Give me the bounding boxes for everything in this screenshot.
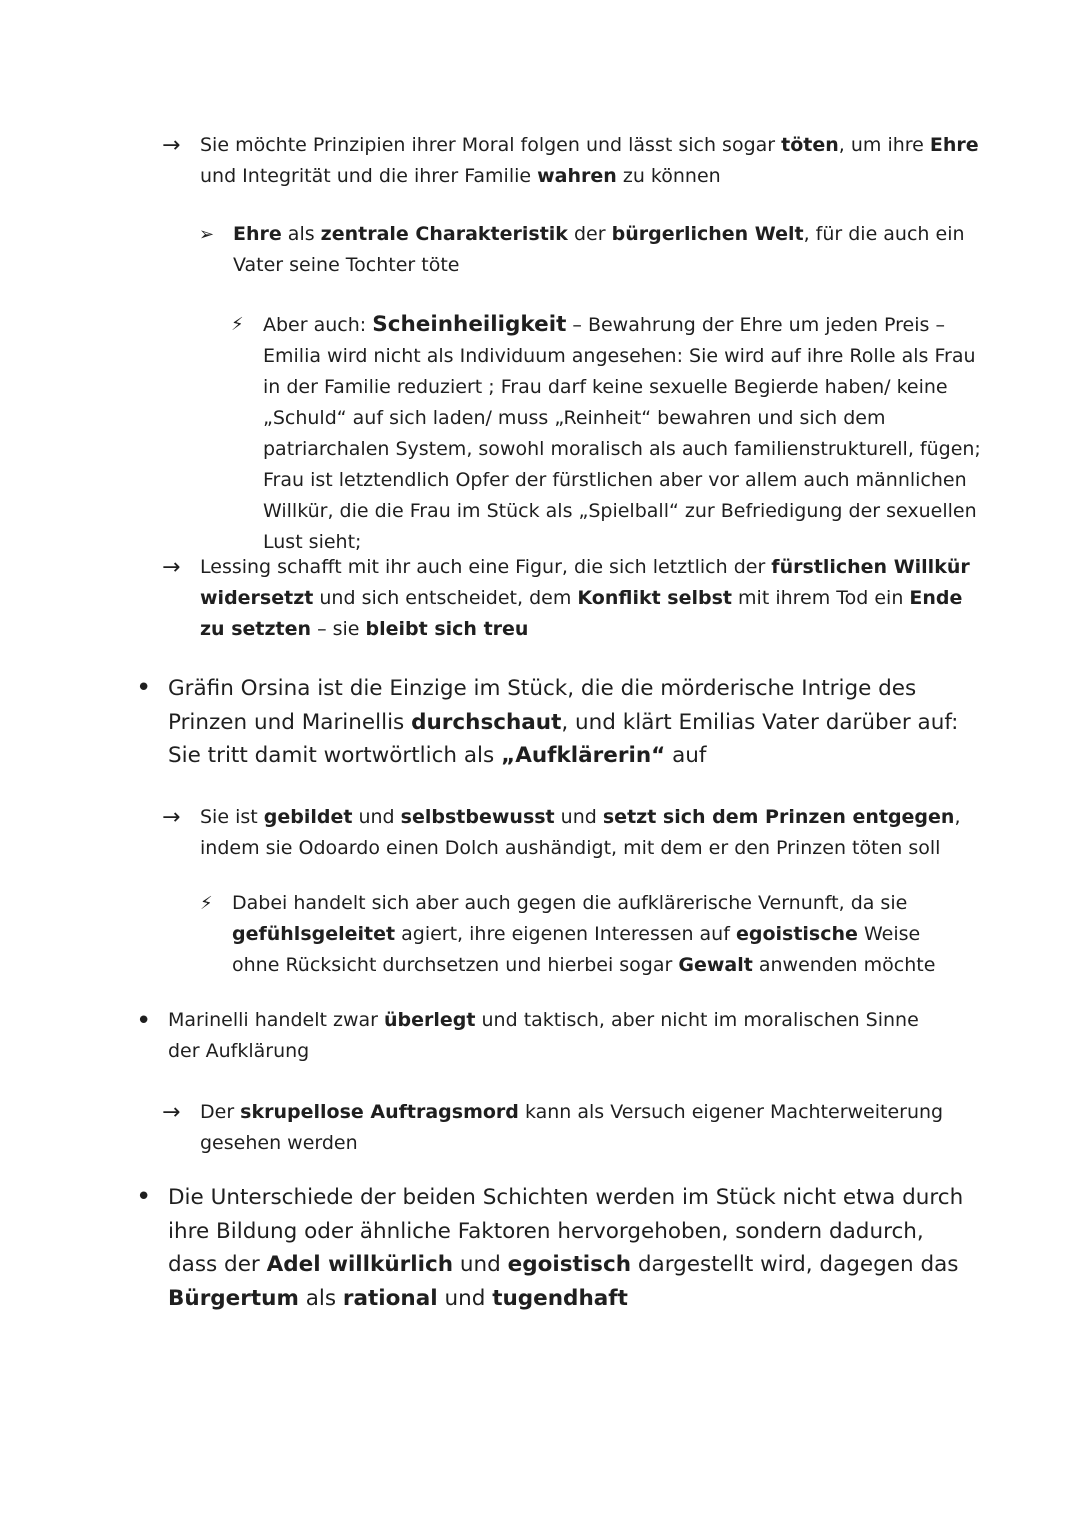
arrow-point-moral-principles bbox=[162, 130, 980, 192]
text-run: , und klärt Emilias Vater darüber auf: Sie tritt damit wortwörtlich als bbox=[168, 709, 959, 768]
bold-text: bleibt sich treu bbox=[365, 618, 529, 640]
arrow-right-icon: → bbox=[162, 1100, 181, 1125]
block-text bbox=[200, 552, 980, 645]
bold-text: gefühlsgeleitet bbox=[232, 923, 396, 945]
text-run: als bbox=[298, 1285, 343, 1311]
bold-text: bürgerlichen Welt bbox=[611, 223, 804, 245]
block-text bbox=[168, 1181, 968, 1315]
bullet-marinelli bbox=[136, 1005, 928, 1067]
bold-text: skrupellose Auftragsmord bbox=[240, 1101, 519, 1123]
bold-text: egoistische bbox=[735, 923, 858, 945]
text-run: – sie bbox=[311, 618, 366, 640]
bold-text: Konflikt selbst bbox=[577, 587, 732, 609]
arrow-point-contract-murder bbox=[162, 1097, 980, 1159]
bold-text: gebildet bbox=[263, 806, 353, 828]
text-run: Dabei handelt sich aber auch gegen die aufklärerische Vernunft, da sie bbox=[232, 892, 908, 914]
bold-text: fürstlichen Willkür widersetzt bbox=[200, 556, 970, 609]
bold-text: tugendhaft bbox=[492, 1285, 628, 1311]
text-run: Sie möchte Prinzipien ihrer Moral folgen und lässt sich sogar bbox=[200, 134, 782, 156]
bold-text: Ende zu setzten bbox=[200, 587, 963, 640]
bold-text: setzt sich dem Prinzen entgegen bbox=[602, 806, 955, 828]
text-run: und bbox=[554, 806, 603, 828]
text-run: Die Unterschiede der beiden Schichten werden im Stück nicht etwa durch ihre Bildung oder ähnliche Faktoren hervorgehoben, sondern dadurch, dass der bbox=[168, 1185, 964, 1277]
text-run: , indem sie Odoardo einen Dolch aushändigt, mit dem er den Prinzen töten soll bbox=[200, 806, 961, 859]
text-run: der bbox=[567, 223, 612, 245]
block-text bbox=[200, 802, 980, 864]
text-run: und Integrität und die ihrer Familie bbox=[200, 165, 538, 187]
bullet-orsina bbox=[136, 672, 978, 773]
bold-text: überlegt bbox=[384, 1009, 476, 1031]
contra-point-orsina-emotional bbox=[200, 888, 962, 981]
text-run: Sie ist bbox=[200, 806, 264, 828]
bullet-icon: • bbox=[136, 673, 152, 703]
block-text bbox=[232, 888, 962, 981]
triangle-arrow-icon: ➢ bbox=[199, 224, 215, 245]
bold-text: Bürgertum bbox=[168, 1285, 299, 1311]
contra-point-hypocrisy bbox=[231, 309, 993, 558]
text-run: Gräfin Orsina ist die Einzige im Stück, die die mörderische Intrige des Prinzen und Marinellis bbox=[168, 676, 917, 735]
arrow-point-orsina-educated bbox=[162, 802, 980, 864]
bullet-icon: • bbox=[136, 1006, 152, 1036]
text-run: , für die auch ein Vater seine Tochter töte bbox=[233, 223, 965, 276]
bold-text: Adel willkürlich bbox=[266, 1252, 454, 1277]
bold-text: selbstbewusst bbox=[400, 806, 555, 828]
text-run: mit ihrem Tod ein bbox=[732, 587, 910, 609]
bold-text: Ehre bbox=[929, 134, 979, 156]
text-run: Der bbox=[200, 1101, 241, 1123]
block-text bbox=[200, 1097, 980, 1159]
text-run: und bbox=[453, 1252, 508, 1277]
bold-text: Scheinheiligkeit bbox=[372, 312, 567, 337]
arrow-right-icon: → bbox=[162, 555, 181, 580]
block-text bbox=[233, 219, 993, 281]
text-run: Marinelli handelt zwar bbox=[168, 1009, 384, 1031]
bullet-icon: • bbox=[136, 1182, 152, 1212]
arrow-right-icon: → bbox=[162, 133, 181, 158]
text-run: auf bbox=[665, 743, 707, 768]
bold-text: Ehre bbox=[233, 223, 282, 245]
bold-text: „Aufklärerin“ bbox=[501, 743, 666, 768]
text-run: anwenden möchte bbox=[752, 954, 936, 976]
text-run: kann als Versuch eigener Machterweiterung gesehen werden bbox=[200, 1101, 944, 1154]
block-text bbox=[168, 1005, 928, 1067]
text-run: , um ihre bbox=[838, 134, 930, 156]
bold-text: Gewalt bbox=[678, 954, 753, 976]
lightning-icon: ⚡ bbox=[200, 893, 213, 914]
bold-text: egoistisch bbox=[507, 1252, 632, 1277]
subpoint-honor-characteristic bbox=[199, 219, 993, 281]
lightning-icon: ⚡ bbox=[231, 314, 244, 335]
text-run: und bbox=[352, 806, 401, 828]
text-run: als bbox=[281, 223, 321, 245]
block-text bbox=[263, 309, 993, 558]
text-run: – Bewahrung der Ehre um jeden Preis – Emilia wird nicht als Individuum angesehen: Sie wird auf ihre Rolle als Frau in der Familie reduziert ; Frau darf keine sexuelle Begierde haben/ keine „Schuld“ auf sich laden/ muss „Reinheit“ bewahren und sich dem patriarchalen System, sowohl moralisch als auch familienstrukturell, fügen; Frau ist letztendlich Opfer der fürstlichen aber vor allem auch männlichen Willkür, die die Frau im Stück als „Spielball“ zur Befriedigung der sexuellen Lust sieht; bbox=[263, 314, 981, 553]
text-run: Lessing schafft mit ihr auch eine Figur, die sich letztlich der bbox=[200, 556, 772, 578]
bullet-class-differences bbox=[136, 1181, 968, 1315]
text-run: Weise ohne Rücksicht durchsetzen und hierbei sogar bbox=[232, 923, 921, 976]
bold-text: rational bbox=[342, 1285, 438, 1311]
block-text bbox=[168, 672, 978, 773]
text-run: und taktisch, aber nicht im moralischen Sinne der Aufklärung bbox=[168, 1009, 919, 1062]
bold-text: wahren bbox=[537, 165, 617, 187]
text-run: Aber auch: bbox=[263, 314, 373, 336]
text-run: und bbox=[437, 1285, 493, 1311]
text-run: und sich entscheidet, dem bbox=[313, 587, 578, 609]
text-run: zu können bbox=[616, 165, 721, 187]
text-run: agiert, ihre eigenen Interessen auf bbox=[395, 923, 736, 945]
arrow-point-lessing-figure bbox=[162, 552, 980, 645]
block-text bbox=[200, 130, 980, 192]
bold-text: durchschaut bbox=[411, 709, 562, 735]
bold-text: zentrale Charakteristik bbox=[320, 223, 568, 245]
arrow-right-icon: → bbox=[162, 805, 181, 830]
bold-text: töten bbox=[781, 134, 839, 156]
text-run: dargestellt wird, dagegen das bbox=[631, 1252, 959, 1277]
